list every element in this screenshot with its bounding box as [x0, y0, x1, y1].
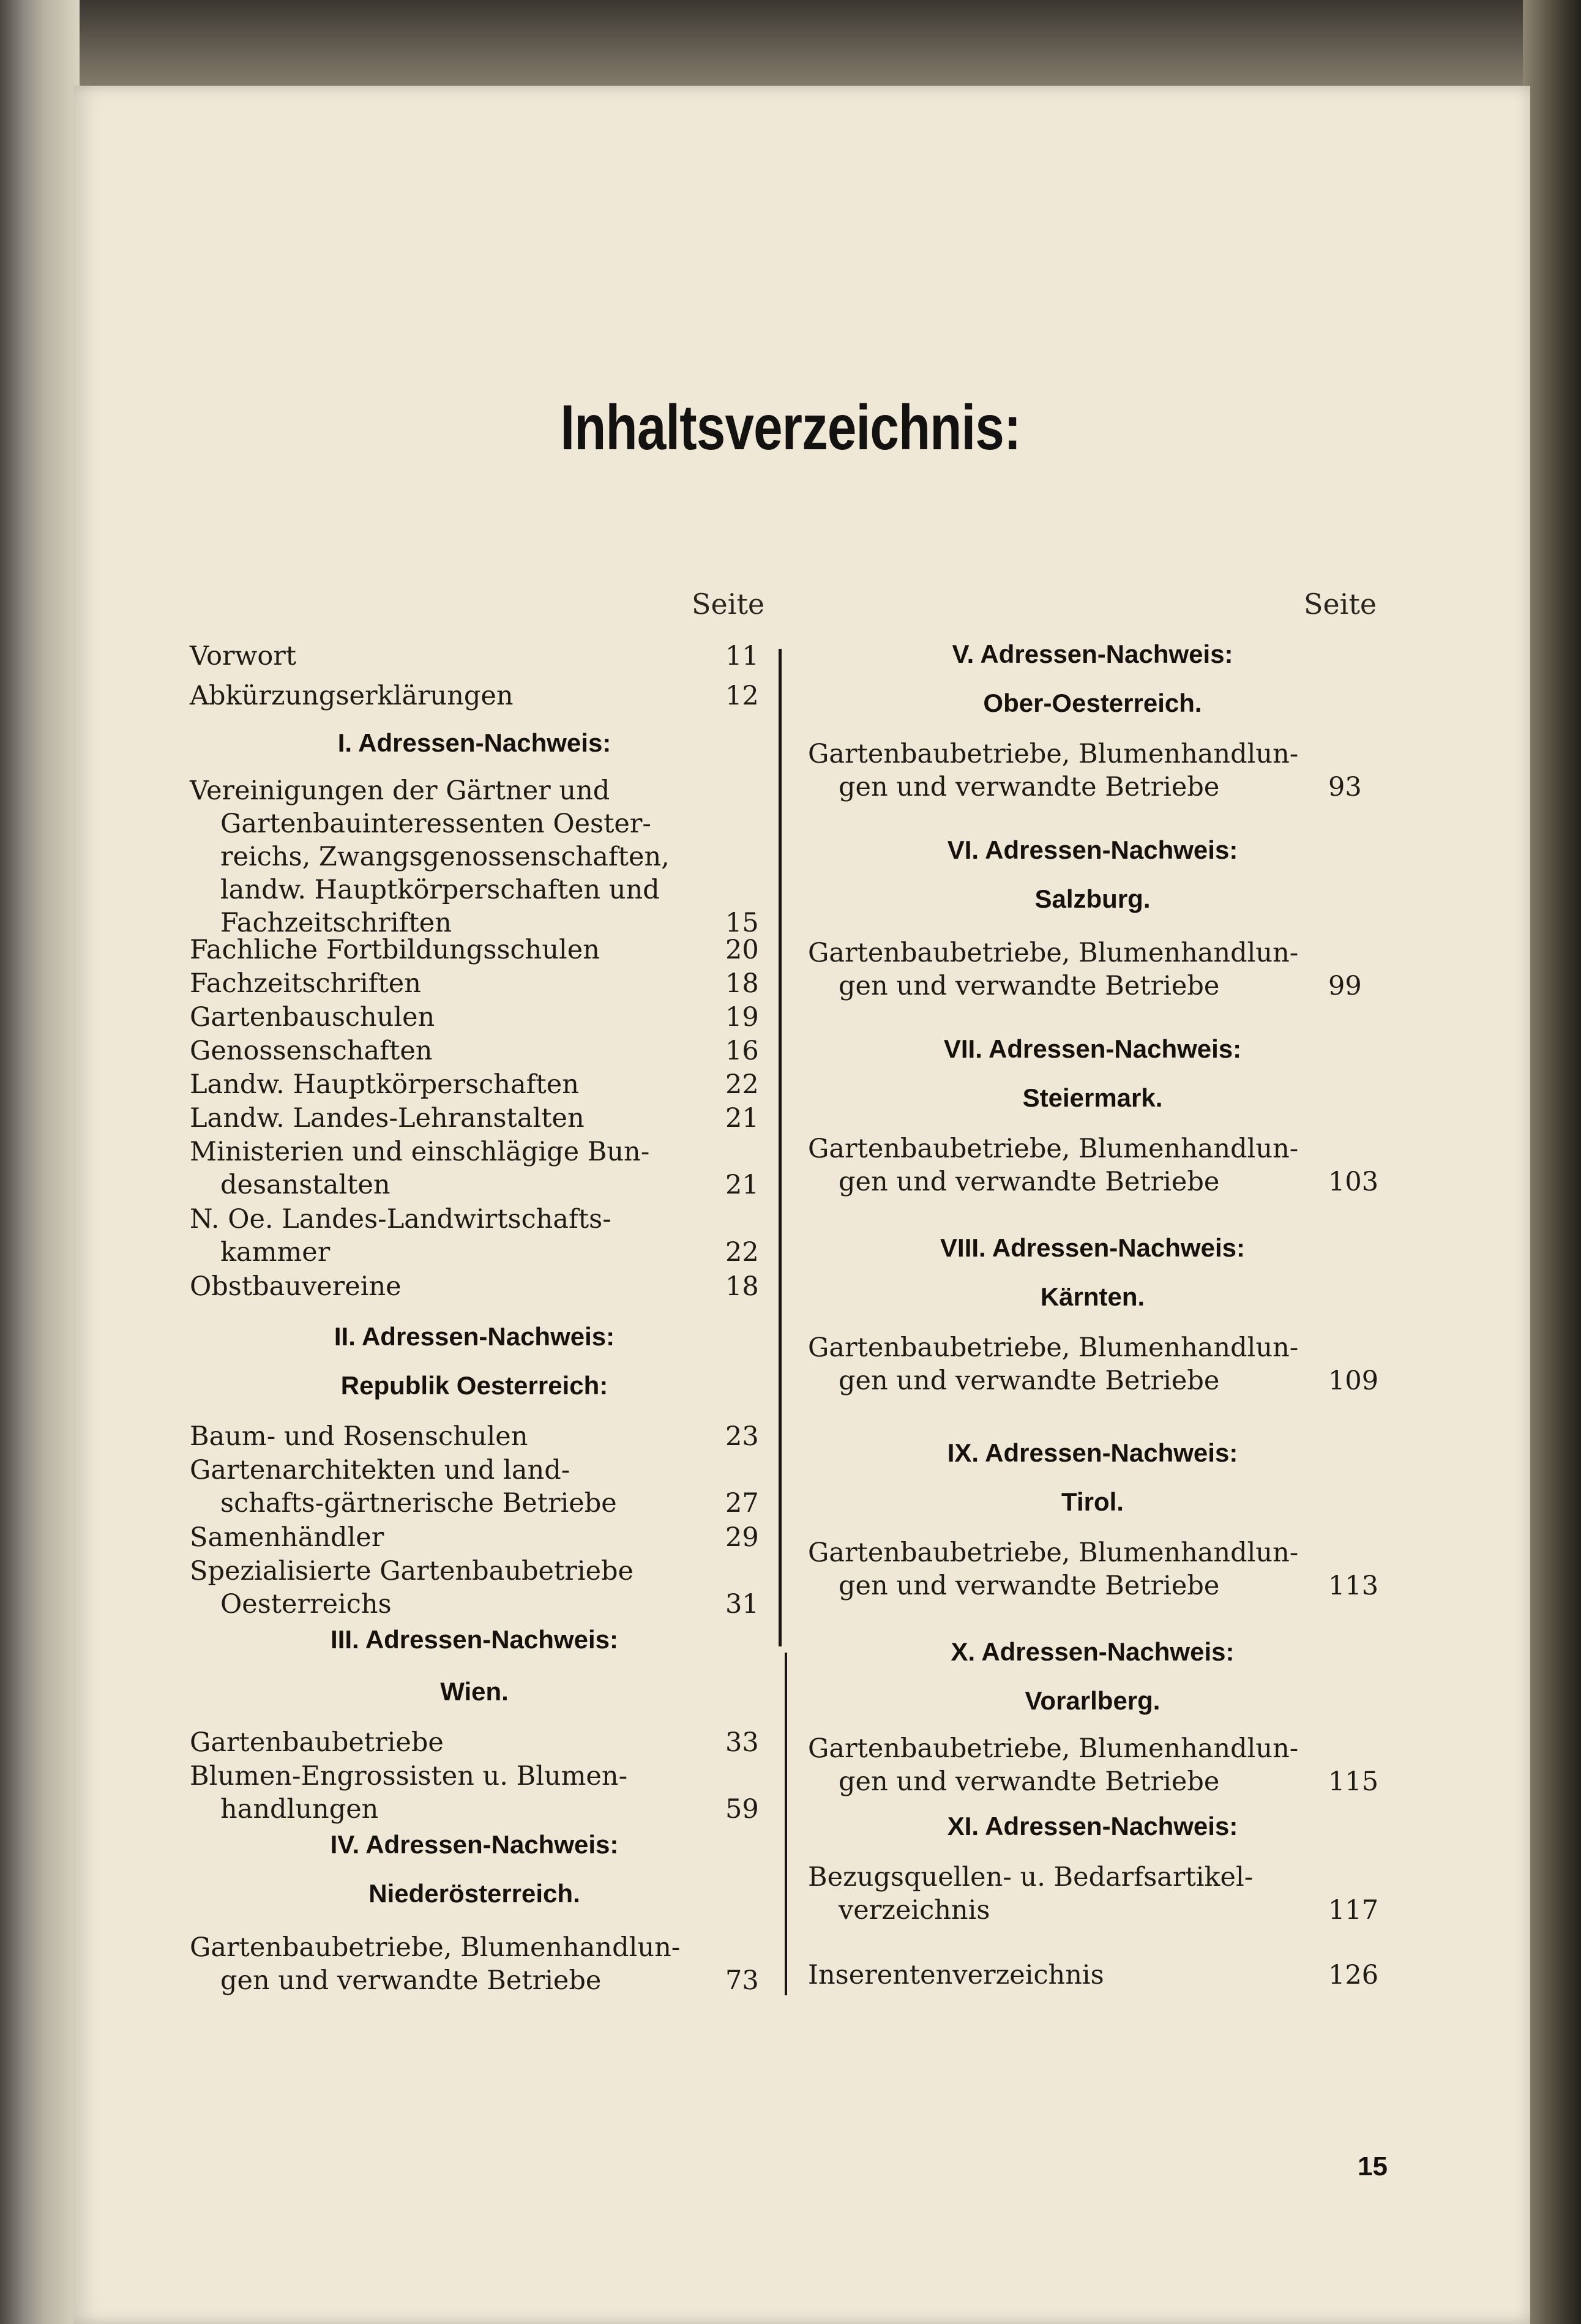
toc-page-number: 33 — [725, 1727, 759, 1758]
toc-entry-text: Gartenbauinteressenten Oester- — [220, 809, 651, 839]
toc-entry-text: gen und verwandte Betriebe — [839, 1167, 1220, 1197]
toc-page-number: 117 — [1328, 1895, 1379, 1926]
section-heading: IX. Adressen-Nachweis: — [947, 1438, 1238, 1467]
toc-entry-text: Vereinigungen der Gärtner und — [190, 775, 610, 806]
toc-entry-text: gen und verwandte Betriebe — [220, 1965, 602, 1996]
toc-page-number: 115 — [1328, 1766, 1379, 1797]
toc-entry-text: reichs, Zwangsgenossenschaften, — [220, 842, 670, 872]
section-heading: Salzburg. — [1034, 884, 1151, 913]
toc-page-number: 99 — [1328, 971, 1362, 1001]
toc-entry-text: Samenhändler — [190, 1522, 384, 1553]
toc-entry-text: Blumen-Engrossisten u. Blumen- — [190, 1761, 628, 1792]
toc-entry-text: gen und verwandte Betriebe — [839, 1366, 1220, 1396]
section-heading: Republik Oesterreich: — [340, 1371, 608, 1400]
toc-entry-text: Landw. Landes-Lehranstalten — [190, 1103, 585, 1134]
toc-entry-text: Abkürzungserklärungen — [190, 681, 514, 711]
toc-page-number: 18 — [725, 1271, 759, 1302]
toc-page-number: 12 — [725, 681, 759, 711]
toc-page-number: 93 — [1328, 772, 1362, 802]
toc-entry-text: gen und verwandte Betriebe — [839, 1571, 1220, 1601]
toc-page-number: 31 — [725, 1589, 759, 1620]
toc-entry-text: Gartenbaubetriebe, Blumenhandlun- — [808, 739, 1299, 769]
toc-entry-text: Gartenbaubetriebe — [190, 1727, 444, 1758]
column-divider-lower — [785, 1653, 787, 1995]
toc-page-number: 103 — [1328, 1167, 1379, 1197]
section-heading: VIII. Adressen-Nachweis: — [940, 1233, 1245, 1262]
toc-entry-text: kammer — [220, 1237, 331, 1268]
toc-entry-text: Gartenbaubetriebe, Blumenhandlun- — [808, 938, 1299, 968]
toc-page-number: 20 — [725, 935, 759, 965]
section-heading: IV. Adressen-Nachweis: — [330, 1830, 619, 1859]
section-heading: Ober-Oesterreich. — [983, 689, 1202, 717]
toc-entry-text: landw. Hauptkörperschaften und — [220, 875, 660, 905]
section-heading: I. Adressen-Nachweis: — [337, 728, 611, 757]
toc-page-number: 23 — [725, 1421, 759, 1452]
section-heading: V. Adressen-Nachweis: — [952, 640, 1233, 668]
toc-entry-text: Landw. Hauptkörperschaften — [190, 1069, 579, 1100]
seite-label-right: Seite — [1304, 588, 1377, 621]
toc-page-number: 16 — [725, 1036, 759, 1066]
toc-entry-text: Obstbauvereine — [190, 1271, 402, 1302]
toc-entry-text: gen und verwandte Betriebe — [839, 772, 1220, 802]
page-title: Inhaltsverzeichnis: — [560, 392, 1021, 463]
toc-page-number: 19 — [725, 1002, 759, 1033]
section-heading: III. Adressen-Nachweis: — [331, 1625, 618, 1654]
section-heading: VII. Adressen-Nachweis: — [943, 1034, 1242, 1063]
toc-page-number: 27 — [725, 1488, 759, 1519]
toc-page-number: 15 — [725, 908, 759, 938]
toc-entry-text: Gartenbaubetriebe, Blumenhandlun- — [808, 1538, 1299, 1568]
section-heading: Wien. — [440, 1677, 509, 1706]
toc-entry-text: Vorwort — [190, 641, 297, 671]
toc-entry-text: Gartenbauschulen — [190, 1002, 435, 1033]
toc-entry-text: handlungen — [220, 1794, 379, 1825]
section-heading: XI. Adressen-Nachweis: — [947, 1812, 1238, 1840]
toc-entry-text: gen und verwandte Betriebe — [839, 1766, 1220, 1797]
toc-entry-text: Ministerien und einschlägige Bun- — [190, 1137, 650, 1167]
seite-label-left: Seite — [692, 588, 765, 621]
section-heading: Steiermark. — [1022, 1083, 1163, 1112]
toc-entry-text: desanstalten — [220, 1170, 391, 1200]
toc-page-number: 11 — [725, 641, 759, 671]
toc-page-number: 59 — [725, 1794, 759, 1825]
section-heading: Vorarlberg. — [1025, 1686, 1161, 1715]
toc-entry-text: N. Oe. Landes-Landwirtschafts- — [190, 1204, 611, 1235]
toc-page-number: 21 — [725, 1103, 759, 1134]
toc-page-number: 126 — [1328, 1960, 1379, 1990]
section-heading: X. Adressen-Nachweis: — [951, 1637, 1235, 1666]
toc-entry-text: Fachzeitschriften — [190, 968, 421, 999]
toc-entry-text: Bezugsquellen- u. Bedarfsartikel- — [808, 1862, 1254, 1892]
toc-page-number: 73 — [725, 1965, 759, 1996]
toc-page-number: 22 — [725, 1237, 759, 1268]
toc-entry-text: Gartenbaubetriebe, Blumenhandlun- — [190, 1932, 681, 1963]
toc-entry-text: verzeichnis — [839, 1895, 990, 1926]
toc-entry-text: Inserentenverzeichnis — [808, 1960, 1104, 1990]
toc-entry-text: Oesterreichs — [220, 1589, 392, 1620]
section-heading: II. Adressen-Nachweis: — [334, 1322, 615, 1351]
toc-page-number: 29 — [725, 1522, 759, 1553]
toc-entry-text: Fachliche Fortbildungsschulen — [190, 935, 600, 965]
toc-entry-text: Spezialisierte Gartenbaubetriebe — [190, 1556, 634, 1586]
toc-entry-text: Gartenbaubetriebe, Blumenhandlun- — [808, 1332, 1299, 1363]
toc-entry-text: Gartenarchitekten und land- — [190, 1455, 570, 1485]
toc-page-number: 109 — [1328, 1366, 1379, 1396]
toc-entry-text: schafts-gärtnerische Betriebe — [220, 1488, 617, 1519]
section-heading: VI. Adressen-Nachweis: — [947, 835, 1238, 864]
toc-entry-text: Fachzeitschriften — [220, 908, 452, 938]
toc-entry-text: Gartenbaubetriebe, Blumenhandlun- — [808, 1733, 1299, 1764]
section-heading: Niederösterreich. — [368, 1879, 580, 1908]
book-cover-top — [0, 0, 1581, 98]
toc-page-number: 21 — [725, 1170, 759, 1200]
section-heading: Kärnten. — [1040, 1282, 1145, 1311]
toc-page-number: 18 — [725, 968, 759, 999]
page-number: 15 — [1358, 2151, 1388, 2181]
toc-entry-text: Baum- und Rosenschulen — [190, 1421, 528, 1452]
toc-entry-text: gen und verwandte Betriebe — [839, 971, 1220, 1001]
toc-entry-text: Genossenschaften — [190, 1036, 433, 1066]
book-spine — [0, 0, 80, 2324]
toc-entry-text: Gartenbaubetriebe, Blumenhandlun- — [808, 1134, 1299, 1164]
book-cover-right — [1523, 0, 1581, 2324]
toc-page-number: 113 — [1328, 1571, 1379, 1601]
toc-page-number: 22 — [725, 1069, 759, 1100]
section-heading: Tirol. — [1061, 1487, 1124, 1516]
column-divider — [779, 649, 782, 1646]
